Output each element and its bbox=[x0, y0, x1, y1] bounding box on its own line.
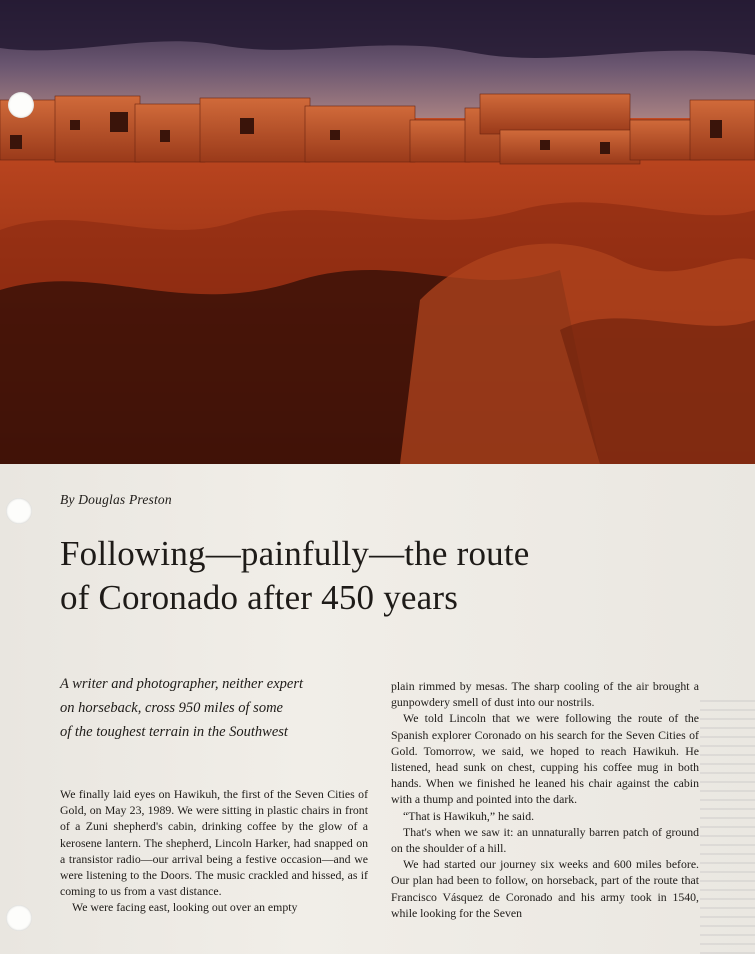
paragraph: We were facing east, looking out over an empty bbox=[72, 900, 298, 915]
headline-line-2: of Coronado after 450 years bbox=[60, 578, 459, 617]
deck-line-1: A writer and photographer, neither expert bbox=[60, 676, 303, 692]
deck-line-2: on horseback, cross 950 miles of some bbox=[60, 700, 283, 716]
paragraph: “That is Hawikuh,” he said. bbox=[403, 808, 535, 823]
headline bbox=[60, 532, 620, 620]
headline-line-1: Following—painfully—the route bbox=[60, 534, 530, 573]
binder-hole-bottom bbox=[6, 905, 32, 931]
paragraph: That's when we saw it: an unnaturally barren patch of ground on the shoulder of a hill. bbox=[391, 824, 699, 856]
paragraph: We told Lincoln that we were following the route of the Spanish explorer Coronado on his search for the Seven Cities of Gold. Tomorrow, we said, we hoped to reach Hawikuh. He listened, head sunk on chest, cupping his coffee mug in both hands. When we finished he leaned his chair against the cabin with a thump and pointed into the dark. bbox=[391, 711, 699, 807]
body-column-right bbox=[391, 678, 699, 921]
paragraph: plain rimmed by mesas. The sharp cooling of the air brought a gunpowdery smell of dust into our nostrils. bbox=[391, 679, 699, 710]
pueblo-photo bbox=[0, 0, 755, 464]
binder-hole-middle bbox=[6, 498, 32, 524]
paragraph: We had started our journey six weeks and 600 miles before. Our plan had been to follow, on horseback, part of the route that Francisco Vásquez de Coronado and his army took in 1540, while looking for the Seven bbox=[391, 857, 699, 920]
deck-subtitle bbox=[60, 672, 360, 744]
paragraph: We finally laid eyes on Hawikuh, the first of the Seven Cities of Gold, on May 23, 1989. We were sitting in plastic chairs in front of a Zuni shepherd's cabin, drinking coffee by the glow of a kerosene lantern. The shepherd, Lincoln Harker, had snapped on a transistor radio—our arrival being a festive occasion—and we were listening to the Doors. The music crackled and hissed, as if coming to us from a vast distance. bbox=[60, 787, 368, 899]
body-column-left bbox=[60, 786, 368, 916]
byline: By Douglas Preston bbox=[60, 492, 172, 507]
binder-hole-top bbox=[8, 92, 34, 118]
bleed-through-text bbox=[700, 700, 755, 954]
pueblo-photo-drawing bbox=[0, 0, 755, 464]
deck-line-3: of the toughest terrain in the Southwest bbox=[60, 724, 288, 740]
